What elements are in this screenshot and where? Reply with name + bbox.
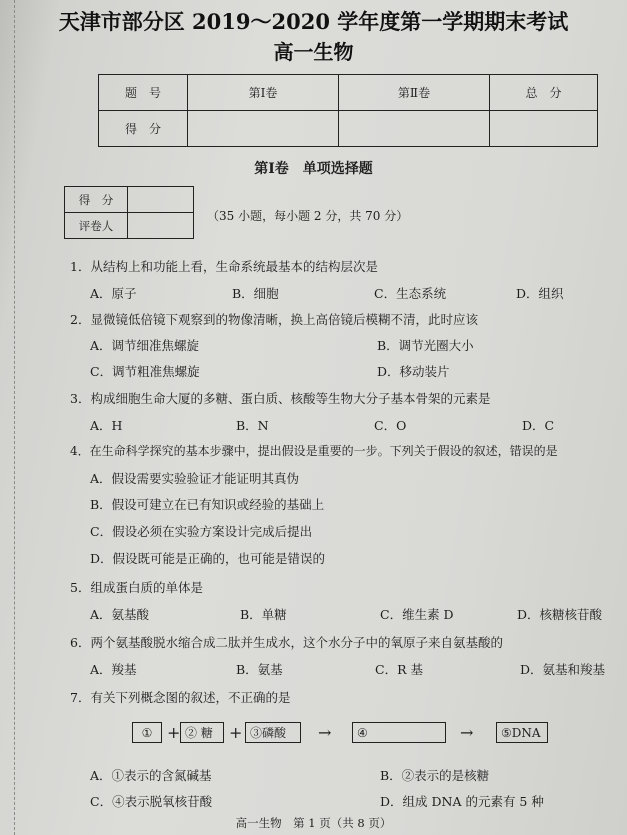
page-footer: 高一生物 第 1 页（共 8 页）: [235, 816, 392, 830]
q6-option-a: A．羧基: [90, 662, 137, 677]
diagram-box-4: ④: [352, 722, 446, 743]
score-cell-part2: [339, 111, 490, 147]
q3-option-b: B．N: [236, 418, 269, 433]
q6-option-b: B．氨基: [236, 662, 283, 677]
q4-option-a: A．假设需要实验验证才能证明其真伪: [90, 471, 300, 486]
exam-title: 天津市部分区 2019～2020 学年度第一学期期末考试: [58, 9, 569, 34]
question-3-stem: 3．构成细胞生命大厦的多糖、蛋白质、核酸等生物大分子基本骨架的元素是: [70, 391, 491, 406]
q5-option-d: D．核糖核苷酸: [517, 607, 603, 622]
q4-option-c: C．假设必须在实验方案设计完成后提出: [90, 524, 313, 539]
q5-option-a: A．氨基酸: [90, 607, 150, 622]
score-header-part2: 第Ⅱ卷: [339, 75, 490, 111]
diagram-plus-2: +: [229, 723, 243, 742]
score-cell-part1: [188, 111, 339, 147]
question-5-stem: 5．组成蛋白质的单体是: [70, 580, 203, 595]
q5-option-b: B．单糖: [240, 607, 287, 622]
grader-table: [64, 186, 194, 239]
q7-option-d: D．组成 DNA 的元素有 5 种: [380, 794, 544, 809]
diagram-box-2: ② 糖: [180, 722, 224, 743]
q1-option-b: B．细胞: [232, 286, 279, 301]
q2-option-b: B．调节光圈大小: [377, 338, 474, 353]
grader-score-cell: [128, 187, 194, 213]
q1-option-c: C．生态系统: [374, 286, 447, 301]
q1-option-a: A．原子: [90, 286, 137, 301]
question-2-stem: 2．显微镜低倍镜下观察到的物像清晰，换上高倍镜后模糊不清，此时应该: [70, 312, 478, 327]
grader-name-cell: [128, 213, 194, 239]
score-header-label: 题 号: [99, 75, 188, 111]
score-header-total: 总 分: [490, 75, 598, 111]
diagram-box-3: ③磷酸: [245, 722, 301, 743]
score-cell-total: [490, 111, 598, 147]
binding-line: [14, 0, 15, 835]
section-title: 第Ⅰ卷 单项选择题: [254, 161, 373, 177]
q5-option-c: C．维生素 D: [380, 607, 454, 622]
q3-option-a: A．H: [90, 418, 123, 433]
q4-option-b: B．假设可建立在已有知识或经验的基础上: [90, 497, 325, 512]
q3-option-d: D．C: [522, 418, 555, 433]
diagram-arrow-1: →: [318, 723, 332, 742]
q7-option-b: B．②表示的是核糖: [380, 768, 490, 783]
diagram-box-1: ①: [132, 722, 162, 743]
diagram-box-5: ⑤DNA: [496, 722, 548, 743]
q7-option-a: A．①表示的含氮碱基: [90, 768, 212, 783]
q6-option-d: D．氨基和羧基: [520, 662, 606, 677]
q4-option-d: D．假设既可能是正确的，也可能是错误的: [90, 551, 326, 566]
grader-score-label: 得 分: [65, 187, 128, 213]
q2-option-d: D．移动装片: [377, 364, 450, 379]
q3-option-c: C．O: [374, 418, 407, 433]
score-header-part1: 第Ⅰ卷: [188, 75, 339, 111]
score-table: [98, 74, 598, 147]
grader-name-label: 评卷人: [65, 213, 128, 239]
q1-option-d: D．组织: [516, 286, 564, 301]
q2-option-a: A．调节细准焦螺旋: [90, 338, 200, 353]
diagram-plus-1: +: [167, 723, 181, 742]
q2-option-c: C．调节粗准焦螺旋: [90, 364, 200, 379]
question-7-stem: 7．有关下列概念图的叙述，不正确的是: [70, 690, 291, 705]
section-note: （35 小题，每小题 2 分，共 70 分）: [207, 209, 409, 223]
diagram-arrow-2: →: [460, 723, 474, 742]
score-row-label: 得 分: [99, 111, 188, 147]
q6-option-c: C．R 基: [375, 662, 423, 677]
exam-subject: 高一生物: [273, 40, 354, 64]
question-1-stem: 1．从结构上和功能上看，生命系统最基本的结构层次是: [70, 259, 378, 274]
question-4-stem: 4．在生命科学探究的基本步骤中，提出假设是重要的一步。下列关于假设的叙述，错误的是: [70, 444, 558, 458]
q7-option-c: C．④表示脱氧核苷酸: [90, 794, 213, 809]
question-6-stem: 6．两个氨基酸脱水缩合成二肽并生成水，这个水分子中的氧原子来自氨基酸的: [70, 635, 503, 650]
